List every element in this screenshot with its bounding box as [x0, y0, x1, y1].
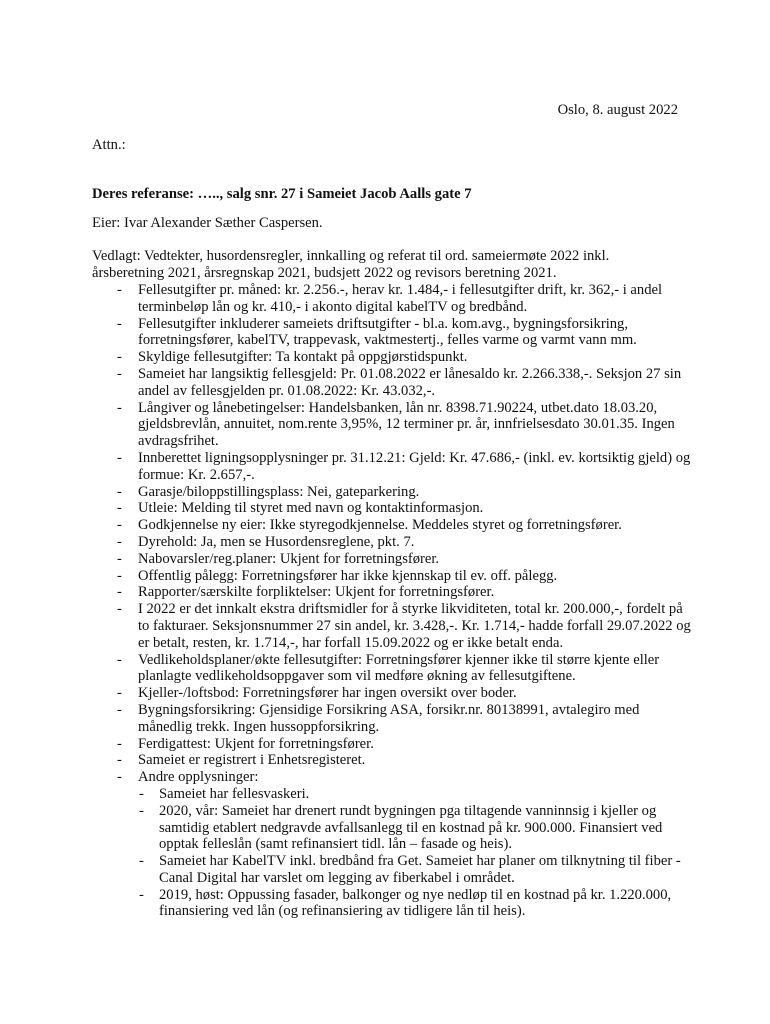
list-item: - Dyrehold: Ja, men se Husordensreglene, pkt. 7.	[92, 534, 692, 551]
list-item: - Sameiet har langsiktig fellesgjeld: Pr. 01.08.2022 er lånesaldo kr. 2.266.338,-. Seksjon 27 sin andel av fellesgjelden pr. 01.08.2022: Kr. 43.032,-.	[92, 366, 692, 400]
attention-line: Attn.:	[92, 137, 126, 153]
information-list	[92, 282, 692, 920]
list-item: - Garasje/biloppstillingsplass: Nei, gateparkering.	[92, 484, 692, 501]
list-item: - Sameiet er registrert i Enhetsregisteret.	[92, 752, 692, 769]
attachments-paragraph: Vedlagt: Vedtekter, husordensregler, innkalling og referat til ord. sameiermøte 2022 inkl. årsberetning 2021, årsregnskap 2021, budsjett 2022 og revisors beretning 2021.	[92, 248, 610, 281]
list-item-label: - Andre opplysninger:	[138, 769, 259, 786]
list-item: - Innberettet ligningsopplysninger pr. 31.12.21: Gjeld: Kr. 47.686,- (inkl. ev. kortsiktig gjeld) og formue: Kr. 2.657,-.	[92, 450, 692, 484]
letter-date: Oslo, 8. august 2022	[557, 102, 678, 118]
other-info-sublist	[138, 786, 692, 920]
list-item: - Utleie: Melding til styret med navn og kontaktinformasjon.	[92, 500, 692, 517]
list-item-other-info	[92, 769, 692, 920]
list-item: - Bygningsforsikring: Gjensidige Forsikring ASA, forsikr.nr. 80138991, avtalegiro med månedlig trekk. Ingen hussoppforsikring.	[92, 702, 692, 736]
list-item: - Rapporter/særskilte forpliktelser: Ukjent for forretningsfører.	[92, 584, 692, 601]
sublist-item: - 2019, høst: Oppussing fasader, balkonger og nye nedløp til en kostnad på kr. 1.220.000, finansiering ved lån (og refinansiering av tidligere lån til heis).	[138, 887, 692, 921]
list-item: - Fellesutgifter inkluderer sameiets driftsutgifter - bl.a. kom.avg., bygningsforsikring, forretningsfører, kabelTV, trappevask, vaktmestertj., felles varme og varmt vann mm.	[92, 316, 692, 350]
list-item: - Skyldige fellesutgifter: Ta kontakt på oppgjørstidspunkt.	[92, 349, 692, 366]
reference-heading: Deres referanse: ….., salg snr. 27 i Sameiet Jacob Aalls gate 7	[92, 186, 472, 202]
list-item: - I 2022 er det innkalt ekstra driftsmidler for å styrke likviditeten, total kr. 200.000,-, fordelt på to fakturaer. Seksjonsnummer 27 sin andel, kr. 3.428,-. Kr. 1.714,- hadde forfall 29.07.2022 og er betalt, resten, kr. 1.714,-, har forfall 15.09.2022 og er ikke betalt enda.	[92, 601, 692, 651]
list-item: - Långiver og lånebetingelser: Handelsbanken, lån nr. 8398.71.90224, utbet.dato 18.03.20, gjeldsbrevlån, annuitet, nom.rente 3,95%, 12 terminer pr. år, innfrielsesdato 30.01.35. Ingen avdragsfrihet.	[92, 400, 692, 450]
owner-line: Eier: Ivar Alexander Sæther Caspersen.	[92, 215, 323, 231]
list-item: - Godkjennelse ny eier: Ikke styregodkjennelse. Meddeles styret og forretningsfører.	[92, 517, 692, 534]
list-item: - Nabovarsler/reg.planer: Ukjent for forretningsfører.	[92, 551, 692, 568]
list-item: - Kjeller-/loftsbod: Forretningsfører har ingen oversikt over boder.	[92, 685, 692, 702]
list-item: - Ferdigattest: Ukjent for forretningsfører.	[92, 736, 692, 753]
list-item: - Fellesutgifter pr. måned: kr. 2.256.-, herav kr. 1.484,- i fellesutgifter drift, kr. 362,- i andel terminbeløp lån og kr. 410,- i akonto digital kabelTV og bredbånd.	[92, 282, 692, 316]
sublist-item: - 2020, vår: Sameiet har drenert rundt bygningen pga tiltagende vanninnsig i kjeller og samtidig etablert nedgravde avfallsanlegg til en kostnad på kr. 900.000. Finansiert ved opptak felleslån (samt refinansiert tidl. lån – fasade og heis).	[138, 803, 692, 853]
list-item: - Vedlikeholdsplaner/økte fellesutgifter: Forretningsfører kjenner ikke til større kjente eller planlagte vedlikeholdsoppgaver som vil medføre økning av fellesutgiftene.	[92, 652, 692, 686]
list-item: - Offentlig pålegg: Forretningsfører har ikke kjennskap til ev. off. pålegg.	[92, 568, 692, 585]
sublist-item: - Sameiet har KabelTV inkl. bredbånd fra Get. Sameiet har planer om tilknytning til fiber - Canal Digital har varslet om legging av fiberkabel i området.	[138, 853, 692, 887]
sublist-item: - Sameiet har fellesvaskeri.	[138, 786, 692, 803]
